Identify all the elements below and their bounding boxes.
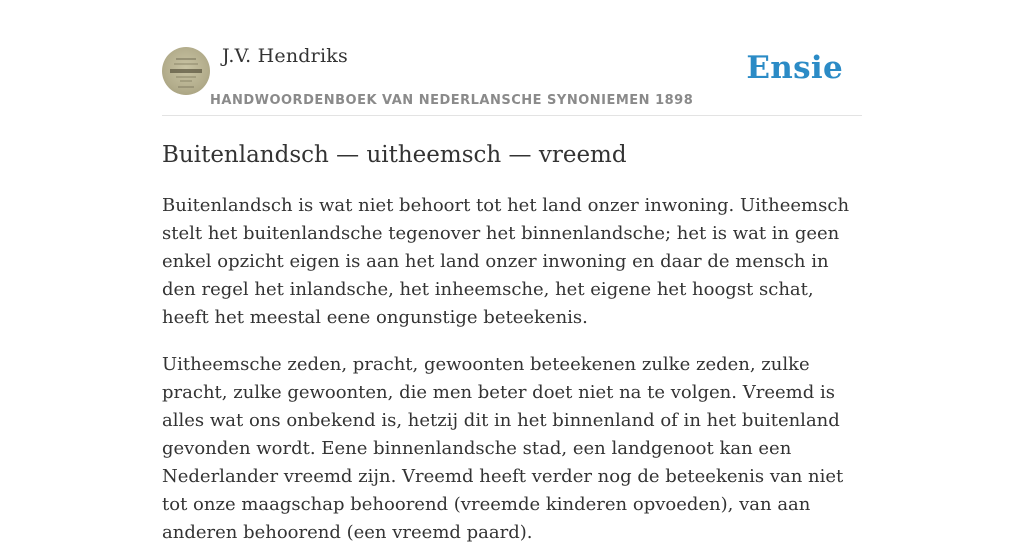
page-title: Buitenlandsch — uitheemsch — vreemd (162, 142, 627, 168)
brand-logo[interactable]: Ensie (746, 50, 843, 86)
article-header (162, 0, 862, 116)
book-cover-icon[interactable] (162, 47, 210, 95)
author-name[interactable]: J.V. Hendriks (222, 45, 348, 67)
source-title[interactable]: HANDWOORDENBOEK VAN NEDERLANSCHE SYNONIEMEN 1898 (210, 93, 694, 108)
article-paragraph: Uitheemsche zeden, pracht, gewoonten beteekenen zulke zeden, zulke pracht, zulke gewoonten, die men beter doet niet na te volgen. Vreemd is alles wat ons onbekend is, hetzij dit in het binnenland of in het buitenland gevonden wordt. Eene binnenlandsche stad, een landgenoot kan een Nederlander vreemd zijn. Vreemd heeft verder nog de beteekenis van niet tot onze maagschap behoorend (vreemde kinderen opvoeden), van aan anderen behoorend (een vreemd paard). (162, 354, 844, 543)
page-container (162, 0, 862, 547)
article-paragraph: Buitenlandsch is wat niet behoort tot het land onzer inwoning. Uitheemsch stelt het buitenlandsche tegenover het binnenlandsche; het is wat in geen enkel opzicht eigen is aan het land onzer inwoning en daar de mensch in den regel het inlandsche, het inheemsche, het eigene het hoogst schat, heeft het meestal eene ongunstige beteekenis. (162, 195, 850, 328)
